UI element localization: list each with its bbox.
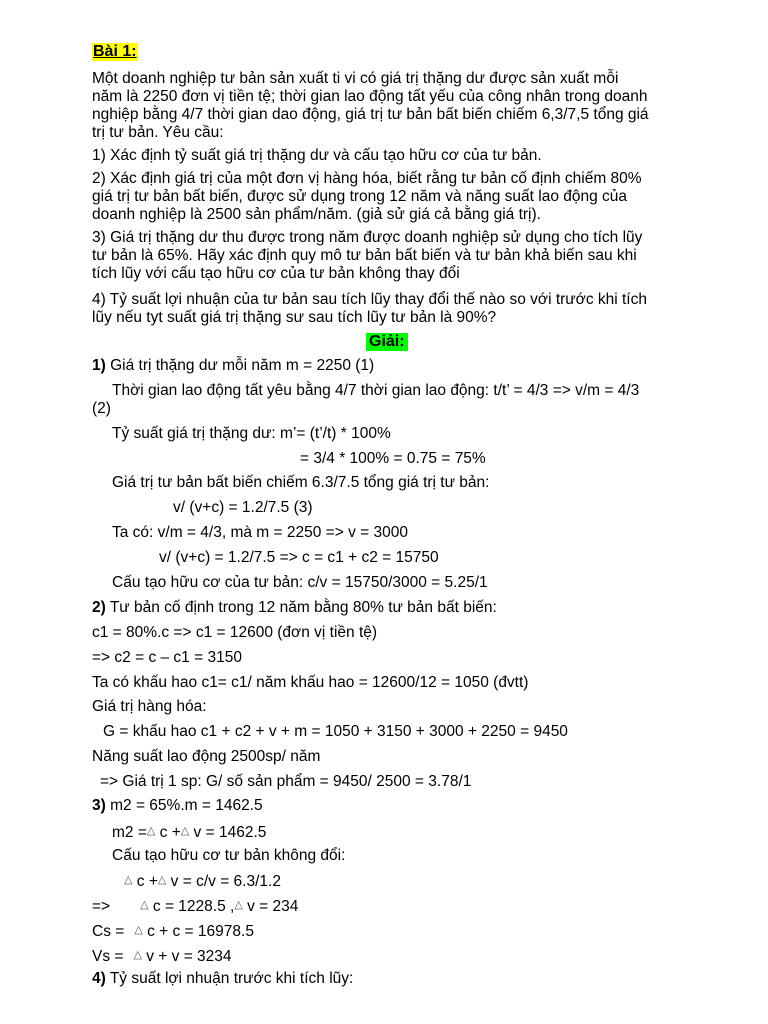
question-3-line-2: tư bản là 65%. Hãy xác định quy mô tư bản bất biến và tư bản khả biến sau khi [92,247,637,264]
delta-icon: △ [133,949,142,961]
cs-value: c + c = 16978.5 [142,923,254,940]
delta-icon: △ [180,825,190,837]
question-2-line-2: giá trị tư bản bất biến, được sử dụng trong 12 năm và năng suất lao động của [92,188,628,205]
solution-3-line-7 [92,946,232,966]
solution-2-line-6: G = khấu hao c1 + c2 + v + m = 1050 + 3150 + 3000 + 2250 = 9450 [103,723,568,740]
solution-4-text: Tỷ suất lợi nhuận trước khi tích lũy: [105,970,354,987]
solution-2-number: 2) [92,599,106,616]
solution-2-line-4: Ta có khấu hao c1= c1/ năm khấu hao = 12600/12 = 1050 (đvtt) [92,674,529,691]
delta-icon: △ [146,825,156,837]
solution-1-line-10: Cấu tạo hữu cơ của tư bản: c/v = 15750/3000 = 5.25/1 [112,574,488,591]
delta-v-term: v = c/v = 6.3/1.2 [166,873,281,890]
solution-2-line-1 [92,599,497,617]
problem-intro-line-2: năm là 2250 đơn vị tiền tệ; thời gian lao động tất yếu của công nhân trong doanh [92,88,648,105]
solution-4-line-1 [92,970,353,988]
solution-3-line-2 [112,822,266,842]
solution-1-line-9: v/ (v+c) = 1.2/7.5 => c = c1 + c2 = 15750 [159,549,439,566]
question-2-line-1: 2) Xác định giá trị của một đơn vị hàng hóa, biết rằng tư bản cố định chiếm 80% [92,170,642,187]
solution-3-number: 3) [92,797,106,814]
delta-icon: △ [124,874,133,886]
implies-label: => [92,898,111,915]
delta-c-term: c + [132,873,158,890]
solution-3-text: m2 = 65%.m = 1462.5 [105,797,263,814]
solution-1-line-2: Thời gian lao động tất yêu bằng 4/7 thời gian lao động: t/t’ = 4/3 => v/m = 4/3 [112,382,640,399]
cs-label: Cs = [92,923,125,940]
delta-v-term: v = 1462.5 [189,824,267,841]
delta-c-value: c = 1228.5 , [148,898,235,915]
question-3-line-1: 3) Giá trị thặng dư thu được trong năm được doanh nghiệp sử dụng cho tích lũy [92,229,643,246]
question-4-line-2: lũy nếu tyt suất giá trị thặng sư sau tích lũy tư bản là 90%? [92,309,497,326]
problem-intro-line-4: trị tư bản. Yêu cầu: [92,124,224,141]
question-4-line-1: 4) Tỷ suất lợi nhuận của tư bản sau tích lũy thay đổi thế nào so với trước khi tích [92,291,647,308]
solution-3-line-6 [92,921,254,941]
solution-1-line-3: (2) [92,400,111,417]
solution-2-text: Tư bản cố định trong 12 năm bằng 80% tư bản bất biến: [105,599,497,616]
question-2-line-3: doanh nghiệp là 2500 sản phẩm/năm. (giả sử giá cả bằng giá trị). [92,206,541,223]
solution-1-line-4: Tỷ suất giá trị thặng dư: m’= (t’/t) * 100% [112,425,391,442]
solution-3-line-4 [124,871,281,891]
solution-1-number: 1) [92,357,106,374]
delta-v-value: v = 234 [242,898,299,915]
delta-icon: △ [140,899,149,911]
question-1: 1) Xác định tỷ suất giá trị thặng dư và cấu tạo hữu cơ của tư bản. [92,147,542,164]
problem-intro-line-1: Một doanh nghiệp tư bản sản xuất ti vi có giá trị thặng dư được sản xuất mỗi [92,70,619,87]
delta-icon: △ [234,899,243,911]
exercise-title: Bài 1: [93,43,137,60]
solution-3-line-5 [92,896,298,916]
solution-4-number: 4) [92,970,106,987]
vs-value: v + v = 3234 [141,948,232,965]
solution-2-line-7: Năng suất lao động 2500sp/ năm [92,748,321,765]
problem-intro-line-3: nghiệp bằng 4/7 thời gian dao động, giá trị tư bản bất biến chiếm 6,3/7,5 tổng giá [92,106,649,123]
delta-icon: △ [157,874,167,886]
solution-3-line-1 [92,797,263,815]
delta-icon: △ [134,924,143,936]
solution-2-line-2: c1 = 80%.c => c1 = 12600 (đơn vị tiền tệ) [92,624,378,641]
solution-2-line-5: Giá trị hàng hóa: [92,698,207,715]
solution-1-line-7: v/ (v+c) = 1.2/7.5 (3) [173,499,313,516]
solution-2-line-3: => c2 = c – c1 = 3150 [92,649,242,666]
solution-1-line-1 [92,357,374,375]
solution-2-line-8: => Giá trị 1 sp: G/ số sản phẩm = 9450/ 2500 = 3.78/1 [100,773,472,790]
solution-3-line-3: Cấu tạo hữu cơ tư bản không đổi: [112,847,346,864]
solution-heading: Giải: [366,333,408,351]
question-3-line-3: tích lũy với cấu tạo hữu cơ của tư bản không thay đổi [92,265,460,282]
delta-c-term: c + [155,824,181,841]
solution-1-line-8: Ta có: v/m = 4/3, mà m = 2250 => v = 3000 [112,524,408,541]
solution-1-line-6: Giá trị tư bản bất biến chiếm 6.3/7.5 tổng giá trị tư bản: [112,474,490,491]
m2-label: m2 = [112,824,147,841]
solution-1-line-5: = 3/4 * 100% = 0.75 = 75% [300,450,486,467]
vs-label: Vs = [92,948,124,965]
solution-1-text: Giá trị thặng dư mỗi năm m = 2250 (1) [105,357,375,374]
